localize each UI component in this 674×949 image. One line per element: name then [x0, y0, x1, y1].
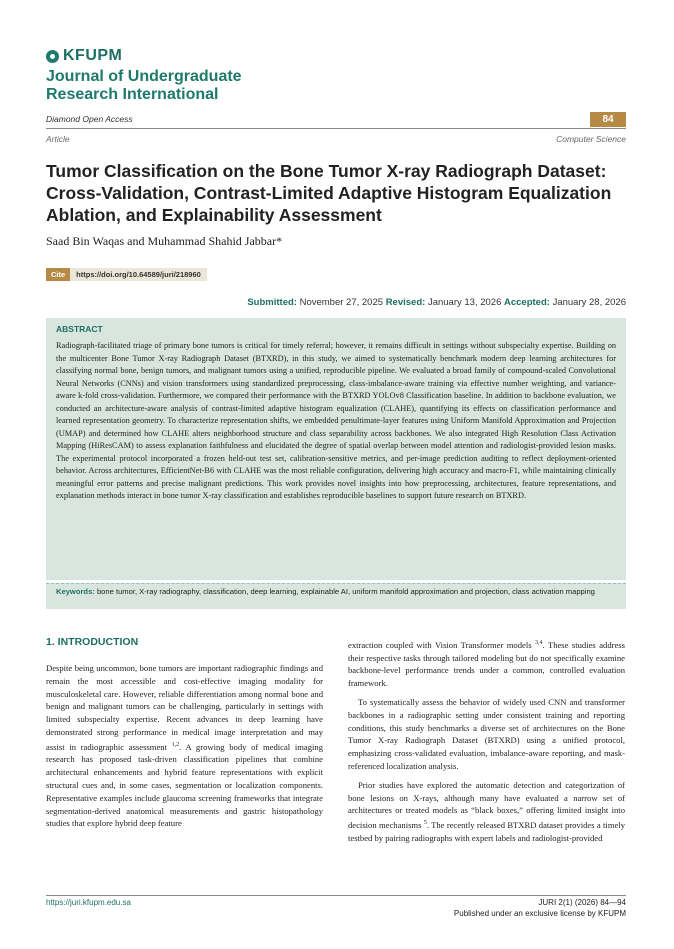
- journal-citation: JURI 2(1) (2026) 84—94: [538, 898, 626, 907]
- citation-ref[interactable]: 3,4: [535, 640, 543, 646]
- paragraph-text: . The recently released BTXRD dataset provides a timely testbed by pairing radiographs with expert labels and radiologist-provided: [348, 820, 626, 843]
- paragraph: [348, 637, 625, 690]
- submission-dates: [247, 297, 626, 308]
- keywords-box: [46, 583, 626, 609]
- header-bar: [46, 112, 626, 129]
- logo-text: KFUPM: [63, 47, 123, 64]
- journal-name: [46, 68, 242, 104]
- citation-ref[interactable]: 1,2: [171, 741, 180, 748]
- cite-label: Cite: [46, 268, 70, 281]
- revised-date: January 13, 2026: [427, 297, 502, 308]
- keywords-text: bone tumor, X-ray radiography, classification, deep learning, explainable AI, uniform manifold approximation and projection, class activation mapping: [96, 587, 595, 596]
- citation-ref[interactable]: 5: [423, 820, 427, 827]
- journal-name-line2: Research International: [46, 86, 219, 103]
- accepted-date: January 28, 2026: [552, 297, 626, 308]
- authors: Saad Bin Waqas and Muhammad Shahid Jabbar*: [46, 234, 283, 248]
- publisher-logo: [46, 47, 122, 65]
- page-number: 84: [590, 112, 626, 127]
- paper-title: Tumor Classification on the Bone Tumor X-ray Radiograph Dataset: Cross-Validation, Contrast-Limited Adaptive Histogram Equalization Ablation, and Explainability Assessment: [46, 161, 612, 225]
- license-note: Published under an exclusive license by KFUPM: [453, 909, 626, 918]
- paragraph: To systematically assess the behavior of widely used CNN and transformer backbones in a radiographic setting under consistent training and reporting conditions, this study benchmarks a diverse set of architectures on the Bone Tumor X-ray Radiograph Dataset (BTXRD) using a unified protocol, emphasizing cross-validated evaluation, imbalance-aware reporting, and mask-referenced localization analysis.: [348, 697, 625, 772]
- paragraph-text: Despite being uncommon, bone tumors are important radiographic findings and remain the most accessible and cost-effective imaging modality for musculoskeletal care. However, reliable differentiation among normal bone and benign and malignant tumors can be challenging, particularly in settings with limited subspecialty expertise. Recent advances in deep learning have demonstrated strong performance in medical image interpretation and may assist in radiographic assessment: [46, 663, 323, 752]
- keywords-label: Keywords:: [56, 587, 95, 596]
- cite-badge[interactable]: [46, 268, 207, 281]
- subject-area: Computer Science: [556, 134, 626, 144]
- paragraph-text: Prior studies have explored the automatic detection and categorization of bone lesions on X-rays, although many have evaluated a narrow set of architectures or treated models as “black boxes,” offering limited insight into decision mechanisms: [348, 779, 625, 831]
- paragraph-text: extraction coupled with Vision Transformer models: [348, 639, 532, 650]
- revised-label: Revised:: [385, 297, 426, 308]
- section-heading: 1. INTRODUCTION: [46, 636, 139, 648]
- journal-name-line1: Journal of Undergraduate: [46, 68, 242, 85]
- submitted-label: Submitted:: [247, 297, 297, 308]
- abstract-heading: ABSTRACT: [56, 324, 103, 334]
- submitted-date: November 27, 2025: [299, 297, 384, 308]
- access-label: Diamond Open Access: [46, 114, 133, 124]
- footer-divider: [46, 895, 626, 896]
- paragraph-text: . These studies address their respective tasks through tailored modeling but do not specifically examine backbone-level performance trends under a common, controlled evaluation framework.: [348, 639, 625, 689]
- abstract-text: Radiograph-facilitated triage of primary bone tumors is critical for timely referral; however, it remains difficult in settings without subspecialty expertise. Building on the multicenter Bone Tumor X-ray Radiograph Dataset (BTXRD), in this study, we aimed to systematically benchmark modern deep learning architectures for classifying normal bone, benign tumors, and malignant tumors using a unified, reproducible pipeline. We evaluated a broad family of compound-scaled Convolutional Neural Networks (CNNs) and vision transformers using standardized preprocessing, class-imbalance-aware training via effective number weighting, and variance-aware k-fold cross-validation. Furthermore, we compared their performance with the BTXRD YOLOv8 Classification baseline. In addition to backbone evaluation, we conducted an architecture-aware analysis of contrast-limited adaptive histogram equalization (CLAHE), quantifying its effects on classification performance and learned representation geometry. To characterize representation shifts, we embedded penultimate-layer features using Uniform Manifold Approximation and Projection (UMAP) and determined how CLAHE alters neighborhood structure and class separability across backbones. We also integrated High Resolution Class Activation Mapping (HiResCAM) to assess explanation faithfulness and elucidated the degree of spatial overlap between model attention and radiologist-provided lesion masks. The experimental protocol incorporated a frozen held-out test set, calibration-sensitive metrics, and per-image prediction auditing to reflect deployment-oriented behavior. Across architectures, EfficientNet-B6 with CLAHE was the most reliable configuration, delivering high accuracy and macro-F1, while maintaining clinically meaningful error patterns and precise malignant predictions. This work provides novel insights into how preprocessing, architectures, feature representations, and explanation methods interact in bone tumor X-ray classification and establishes reproducible baselines to support future research on BTXRD.: [56, 341, 616, 500]
- paragraph-text: . A growing body of medical imaging research has proposed task-driven classification pipelines that combine architectural enhancements and hybrid feature representations with explicit structural cues and, in some cases, segmentation or localization components. Representative examples include glaucoma screening frameworks that integrate segmentation-derived anatomical measurements and gastric histopathology studies that explore hybrid deep feature: [46, 741, 323, 829]
- journal-url[interactable]: https://juri.kfupm.edu.sa: [46, 898, 131, 907]
- article-type: Article: [46, 134, 70, 144]
- right-column: [348, 637, 625, 851]
- kfupm-logo-icon: [46, 50, 59, 63]
- doi-link[interactable]: https://doi.org/10.64589/juri/218960: [70, 268, 207, 281]
- paragraph: [348, 779, 625, 845]
- accepted-label: Accepted:: [504, 297, 550, 308]
- left-column: [46, 662, 323, 836]
- paragraph: [46, 662, 323, 830]
- abstract-box: [46, 318, 626, 580]
